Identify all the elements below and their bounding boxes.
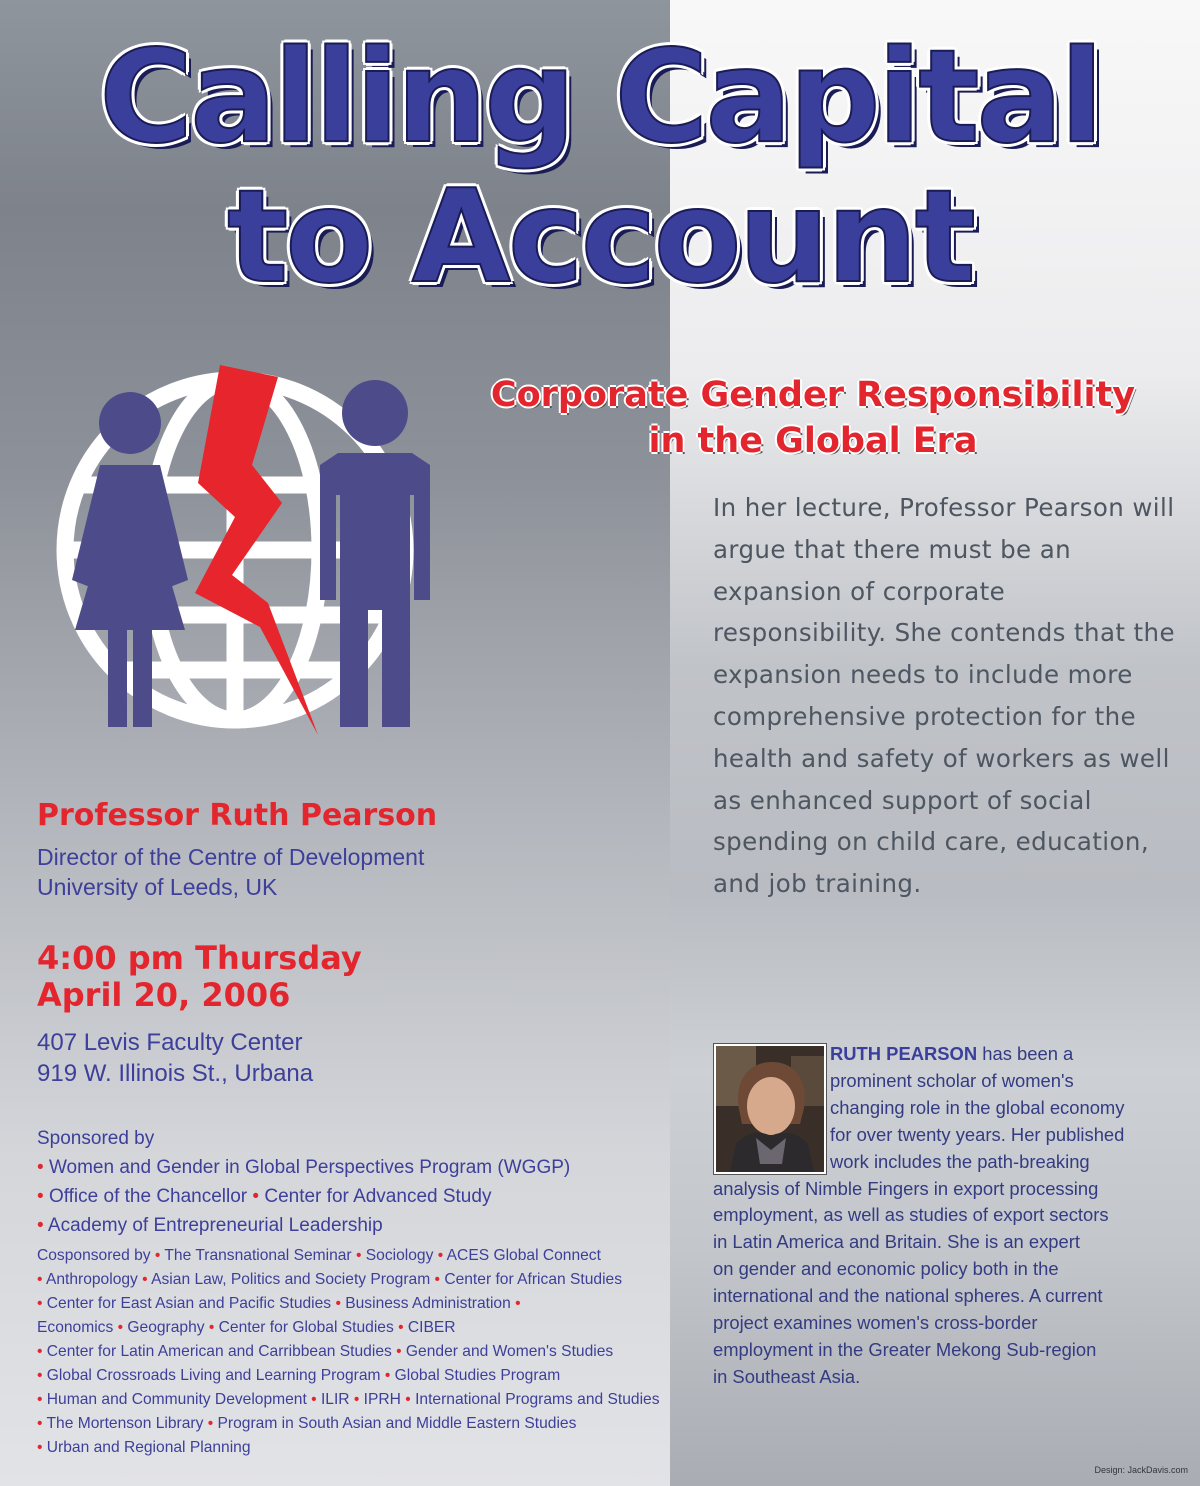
cosponsor-item: Center for East Asian and Pacific Studies (46, 1295, 332, 1312)
sponsor-item: Center for Advanced Study (264, 1186, 492, 1207)
bio-line: in Southeast Asia. (713, 1365, 861, 1387)
bio-name: RUTH PEARSON (830, 1043, 978, 1064)
event-date: April 20, 2006 (37, 976, 291, 1014)
sponsor-item: Women and Gender in Global Perspectives Program (WGGP) (48, 1157, 571, 1178)
bio-line: work includes the path-breaking (830, 1150, 1090, 1172)
cosponsor-item: Program in South Asian and Middle Eastern Studies (217, 1415, 577, 1432)
speaker-affiliation (37, 842, 657, 902)
event-venue (37, 1027, 657, 1089)
cosponsor-item: Urban and Regional Planning (46, 1439, 251, 1456)
speaker-bio (713, 1041, 1183, 1391)
bio-line: changing role in the global economy (830, 1096, 1125, 1118)
venue-line-2: 919 W. Illinois St., Urbana (37, 1060, 314, 1087)
cosponsor-item: Asian Law, Politics and Society Program (151, 1271, 431, 1288)
poster-subtitle (448, 372, 1178, 464)
speaker-role-line-1: Director of the Centre of Development (37, 844, 425, 870)
bio-line: analysis of Nimble Fingers in export processing (713, 1177, 1099, 1199)
cosponsor-item: Global Crossroads Living and Learning Program (46, 1367, 381, 1384)
cosponsor-item: IPRH (363, 1391, 401, 1408)
sponsor-item: Office of the Chancellor (48, 1186, 248, 1207)
bio-line: employment, as well as studies of export sectors (713, 1204, 1109, 1226)
cosponsor-item: The Transnational Seminar (164, 1247, 352, 1264)
cosponsor-row: • Urban and Regional Planning (37, 1439, 251, 1456)
sponsor-row: • Women and Gender in Global Perspectives Program (WGGP) (37, 1157, 571, 1178)
bio-line: in Latin America and Britain. She is an expert (713, 1231, 1080, 1253)
cosponsor-row: • Center for Latin American and Carribbean Studies • Gender and Women's Studies (37, 1343, 614, 1360)
sponsor-row: • Academy of Entrepreneurial Leadership (37, 1215, 383, 1236)
cosponsor-item: Center for Global Studies (218, 1319, 394, 1336)
bio-line: on gender and economic policy both in the (713, 1258, 1059, 1280)
cosponsor-item: ILIR (320, 1391, 350, 1408)
cosponsor-item: International Programs and Studies (415, 1391, 660, 1408)
bio-line-1: has been a (977, 1043, 1074, 1064)
bio-line (713, 1041, 1183, 1068)
sponsors-block (37, 1124, 657, 1240)
lecture-description: In her lecture, Professor Pearson will argue that there must be an expansion of corporate responsibility. She contends that the expansion needs to include more comprehensive protection for the health and safety of workers as well as enhanced support of social spending on child care, education, and job training. (713, 493, 1175, 899)
cosponsor-item: Business Administration (345, 1295, 511, 1312)
cosponsor-item: Gender and Women's Studies (405, 1343, 614, 1360)
bio-line: international and the national spheres. A current (713, 1285, 1103, 1307)
event-datetime (37, 940, 657, 1014)
sponsors-heading: Sponsored by (37, 1128, 155, 1149)
cosponsor-item: Economics (37, 1319, 114, 1336)
cosponsor-row: • Global Crossroads Living and Learning Program • Global Studies Program (37, 1367, 561, 1384)
event-time: 4:00 pm Thursday (37, 939, 362, 977)
cosponsor-row: Economics • Geography • Center for Global Studies • CIBER (37, 1319, 456, 1336)
cosponsor-row: • The Mortenson Library • Program in South Asian and Middle Eastern Studies (37, 1415, 577, 1432)
cosponsor-row: • Anthropology • Asian Law, Politics and Society Program • Center for African Studies (37, 1271, 623, 1288)
cosponsor-row: • Human and Community Development • ILIR • IPRH • International Programs and Studies (37, 1391, 660, 1408)
speaker-role-line-2: University of Leeds, UK (37, 874, 278, 900)
bio-line: employment in the Greater Mekong Sub-region (713, 1338, 1097, 1360)
bio-line: prominent scholar of women's (830, 1069, 1074, 1091)
cosponsor-item: Human and Community Development (46, 1391, 307, 1408)
cosponsor-item: The Mortenson Library (46, 1415, 204, 1432)
cosponsor-row: Cosponsored by • The Transnational Seminar • Sociology • ACES Global Connect (37, 1247, 601, 1264)
cosponsor-item: Center for African Studies (444, 1271, 623, 1288)
cosponsor-item: Center for Latin American and Carribbean Studies (46, 1343, 392, 1360)
cosponsor-item: Anthropology (45, 1271, 138, 1288)
bio-line: for over twenty years. Her published (830, 1123, 1125, 1145)
cosponsor-item: CIBER (407, 1319, 456, 1336)
speaker-name: Professor Ruth Pearson (37, 798, 438, 833)
cosponsor-item: Sociology (365, 1247, 434, 1264)
poster-subtitle-line-1: Corporate Gender Responsibility (490, 375, 1136, 415)
poster-title-line-2: to Account (227, 163, 973, 312)
bio-line: project examines women's cross-border (713, 1312, 1038, 1334)
design-credit: Design: JackDavis.com (1094, 1465, 1188, 1475)
globe-with-woman-man-and-lightning-icon (20, 355, 440, 755)
cosponsor-row: • Center for East Asian and Pacific Studies • Business Administration • (37, 1295, 521, 1312)
cosponsors-block (37, 1244, 660, 1460)
poster-title-line-1: Calling Capital (99, 23, 1101, 172)
cosponsor-item: ACES Global Connect (446, 1247, 601, 1264)
cosponsors-heading: Cosponsored by (37, 1247, 151, 1264)
poster-title (0, 23, 1200, 312)
sponsor-row: • Office of the Chancellor • Center for Advanced Study (37, 1186, 492, 1207)
poster-subtitle-line-2: in the Global Era (648, 421, 978, 461)
sponsor-item: Academy of Entrepreneurial Leadership (47, 1215, 383, 1236)
cosponsor-item: Geography (127, 1319, 205, 1336)
cosponsor-item: Global Studies Program (394, 1367, 561, 1384)
venue-line-1: 407 Levis Faculty Center (37, 1029, 303, 1056)
